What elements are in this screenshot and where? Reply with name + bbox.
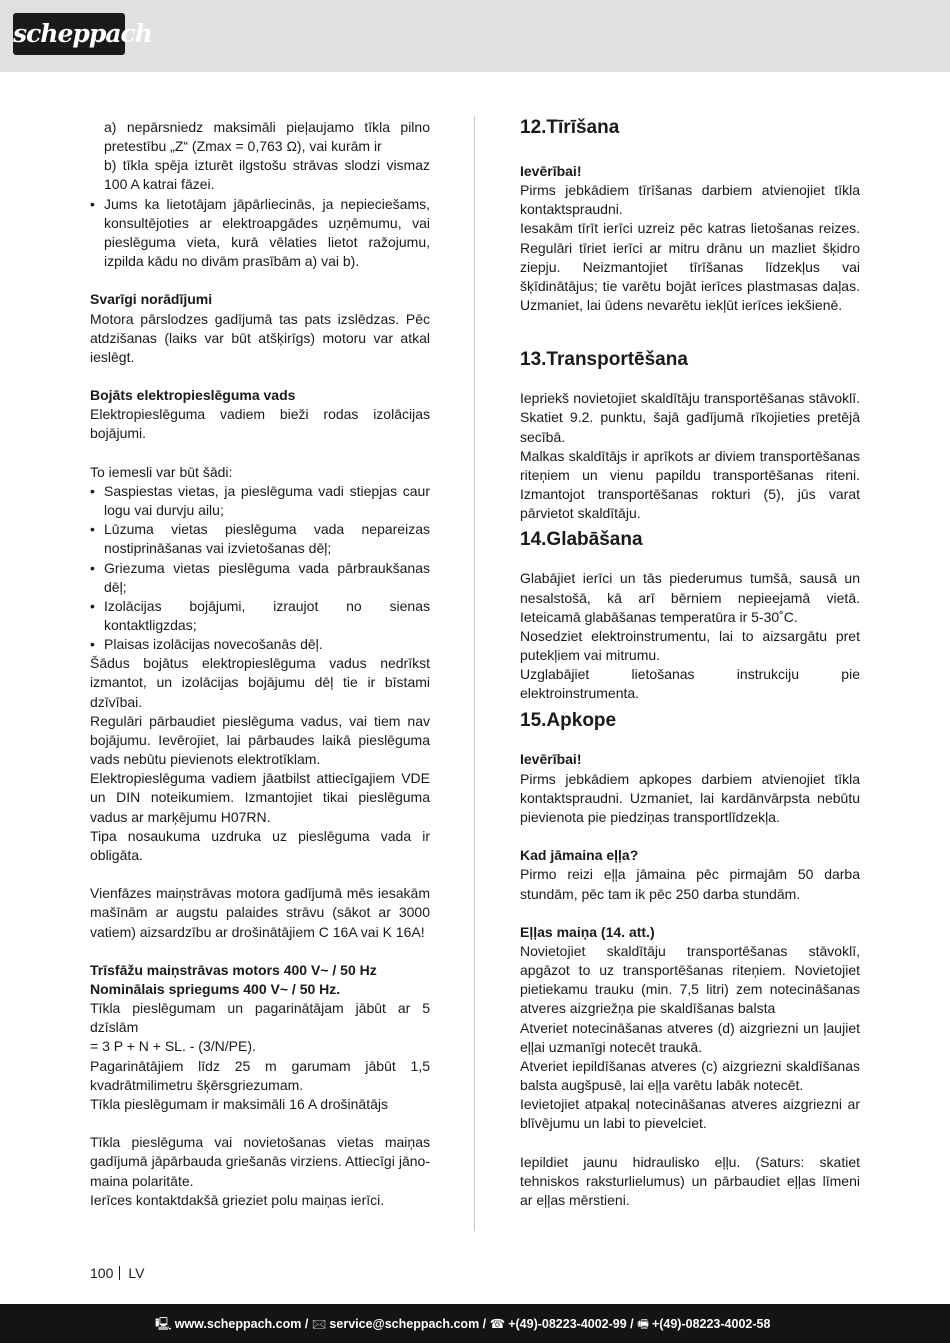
paragraph-oil-fill: Iepildiet jaunu hidraulisko eļļu. (Saturs: skatiet tehniskos raksturlielumus) un pārbaudiet eļļas līmeni ar eļļas mērstieni. <box>520 1153 860 1208</box>
column-divider <box>474 116 475 1231</box>
list-item: • Izolācijas bojājumi, izraujot no sienas kontaktligzdas; <box>90 597 430 635</box>
paragraph-type-label: Tipa nosaukuma uzdruka uz pieslēguma vada ir obligāta. <box>90 827 430 863</box>
heading-nominal-voltage: Nominālais spriegums 400 V~ / 50 Hz. <box>90 980 341 997</box>
paragraph-single-phase: Vienfāzes maiņstrāvas motora gadījumā mēs iesakām mašīnām ar augstu palaides strāvu (sākot ar 3000 vatiem) aizsardzību ar drošinātājiem C 16A vai K 16A! <box>90 885 430 940</box>
paragraph-oil-when: Pirmo reizi eļļa jāmaina pēc pirmajām 50 darba stundām, pēc tam ik pēc 250 darba stundām. <box>520 866 860 902</box>
footer-email: service@scheppach.com / <box>329 1317 487 1331</box>
paragraph-rotation: Tīkla pieslēguma vai novietošanas vietas maiņas gadījumā jāpārbauda griešanās virziens. Attiecīgi jānomaina polaritāte. <box>90 1134 430 1189</box>
list-item: • Lūzuma vietas pieslēguma vada nepareizas nostiprināšanas vai izvietošanas dēļ; <box>90 520 430 558</box>
list-item: • Griezuma vietas pieslēguma vada pārbraukšanas dēļ; <box>90 559 430 597</box>
paragraph-insulation: Elektropieslēguma vadiem bieži rodas izolācijas bojājumi. <box>90 406 430 442</box>
paragraph-transport-position: Iepriekš novietojiet skaldītāju transportēšanas stāvoklī. Skatiet 9.2. punktu, šajā gadījumā rīkojieties pretējā secībā. <box>520 390 860 445</box>
phone-icon: ☎ <box>489 1317 506 1331</box>
footer-website: www.scheppach.com / <box>174 1317 309 1331</box>
paragraph-extension: Pagarinātājiem līdz 25 m garumam jābūt 1,5 kvadrātmilimetru šķērsgriezumam. <box>90 1057 430 1093</box>
attention-label: Ievērībai! <box>520 751 582 768</box>
attention-label: Ievērībai! <box>520 163 582 179</box>
paragraph-pole-changer: Ierīces kontaktdakšā grieziet polu maiņas ierīci. <box>90 1191 385 1208</box>
footer-fax: +(49)-08223-4002-58 <box>651 1317 771 1331</box>
heading-three-phase: Trīsfāžu maiņstrāvas motors 400 V~ / 50 Hz <box>90 961 377 978</box>
paragraph-cleaning-unplug: Pirms jebkādiem tīrīšanas darbiem atvienojiet tīkla kontaktspraudni. <box>520 182 860 218</box>
list-item: • Saspiestas vietas, ja pieslēguma vadi stiepjas caur logu vai durvju ailu; <box>90 482 430 520</box>
computer-icon: 🖳 <box>155 1317 172 1331</box>
paragraph-oil-step4: Ievietojiet atpakaļ notecināšanas atveres aizgriezni ar blīvējumu un labi to pievelciet. <box>520 1096 860 1132</box>
heading-oil-change: Eļļas maiņa (14. att.) <box>520 923 655 940</box>
section-heading-transport: 13.Transportēšana <box>520 349 688 371</box>
paragraph-regular-check: Regulāri pārbaudiet pieslēguma vadus, vai tiem nav bojājumu. Ievērojiet, lai pārbaudes laikā pieslēguma vads nebūtu pievienots elektrotīklam. <box>90 712 430 768</box>
section-heading-cleaning: 12.Tīrīšana <box>520 117 620 138</box>
mail-icon: 🖂 <box>311 1317 327 1331</box>
paragraph-vde: Elektropieslēguma vadiem jāatbilst attiecīgajiem VDE un DIN noteikumiem. Izmantojiet tikai pieslēguma vadus ar marķējumu H07RN. <box>90 770 430 825</box>
paragraph-oil-step3: Atveriet iepildīšanas atveres (c) aizgriezni skaldīšanas balsta augšpusē, lai eļļa varētu labāk notecēt. <box>520 1057 860 1094</box>
paragraph-storage-place: Glabājiet ierīci un tās piederumus tumšā, sausā un nesalstošā, kā arī bērniem nepieejamā vietā. Ieteicamā glabāšanas temperatūra ir 5-30˚C. <box>520 570 860 625</box>
paragraph-overload: Motora pārslodzes gadījumā tas pats izslēdzas. Pēc atdzišanas (laiks var būt atšķirīgs) motoru var atkal ieslēgt. <box>90 310 430 365</box>
right-column <box>520 116 860 1210</box>
paragraph-fuse: Tīkla pieslēgumam ir maksimāli 16 A drošinātājs <box>90 1095 389 1112</box>
paragraph-oil-step1: Novietojiet skaldītāju transportēšanas stāvoklī, apgāzot to uz transportēšanas riteņiem. Novietojiet pietiekamu trauku (min. 7,5 litri) zem notecināšanas atveres aizgriežņa pie skaldīšanas balsta <box>520 942 860 1017</box>
section-heading-maintenance: 15.Apkope <box>520 710 617 732</box>
requirement-a: a) nepārsniedz maksimāli pieļaujamo tīkla pilno pretestību „Z“ (Zmax = 0,763 Ω), vai kurām ir <box>104 119 430 155</box>
paragraph-dangerous: Šādus bojātus elektropieslēguma vadus nedrīkst izmantot, un izolācijas bojājumu dēļ tie ir bīstami dzīvībai. <box>90 655 430 710</box>
paragraph-maintenance-unplug: Pirms jebkādiem apkopes darbiem atvienojiet tīkla kontaktspraudni. Uzmaniet, lai kardānvārpsta nebūtu pievienota pie piedziņas transportlīdzekļa. <box>520 770 860 825</box>
left-column <box>90 118 430 1210</box>
requirement-b: b) tīkla spēja izturēt ilgstošu strāvas slodzi vismaz 100 A katrai fāzei. <box>104 157 430 193</box>
paragraph-storage-cover: Nosedziet elektroinstrumentu, lai to aizsargātu pret putekļiem vai mitrumu. <box>520 627 860 663</box>
heading-important-notes: Svarīgi norādījumi <box>90 291 213 308</box>
footer-phone: +(49)-08223-4002-99 / <box>508 1317 634 1331</box>
section-heading-storage: 14.Glabāšana <box>520 529 643 551</box>
fax-icon: 🖷 <box>637 1317 649 1331</box>
paragraph-mains-cores: Tīkla pieslēgumam un pagarinātājam jābūt ar 5 dzīslām <box>90 1000 430 1036</box>
heading-damaged-cable: Bojāts elektropieslēguma vads <box>90 387 296 404</box>
paragraph-cleaning: Iesakām tīrīt ierīci uzreiz pēc katras lietošanas reizes. Regulāri tīriet ierīci ar mitru drānu un mazliet šķidro ziepju. Neizmantojiet tīrīšanas līdzekļus vai šķīdinātājus; tie varētu bojāt ierīces plastmasas daļas. Uzmaniet, lai ūdens nevarētu iekļūt ierīces iekšienē. <box>520 220 860 314</box>
brand-logo: scheppach <box>13 13 125 55</box>
page-footer <box>0 1304 950 1343</box>
page-header <box>0 0 950 72</box>
list-item: • Plaisas izolācijas novecošanās dēļ. <box>90 635 430 654</box>
paragraph-storage-manual: Uzglabājiet lietošanas instrukciju pie elektroinstrumenta. <box>520 666 860 702</box>
paragraph-oil-step2: Atveriet notecināšanas atveres (d) aizgriezni un ļaujiet eļļai uzmanīgi notecēt traukā. <box>520 1019 860 1055</box>
paragraph-reasons-intro: To iemesli var būt šādi: <box>90 463 233 480</box>
paragraph-formula: = 3 P + N + SL. - (3/N/PE). <box>90 1038 256 1055</box>
bullet-user-check: • Jums ka lietotājam jāpārliecinās, ja nepieciešams, konsultējoties ar elektroapgādes uzņēmumu, vai pieslēguma vieta, kurā vēlaties lietot ražojumu, izpilda kādu no divām prasībām a) vai b). <box>90 195 430 272</box>
page-number: 100 LV <box>90 1265 145 1281</box>
paragraph-transport-wheels: Malkas skaldītājs ir aprīkots ar diviem transportēšanas riteņiem un vienu papildu transportēšanas riteni. Izmantojot transportēšanas rokturi (5), jūs varat pārvietot skaldītāju. <box>520 447 860 522</box>
heading-oil-when: Kad jāmaina eļļa? <box>520 847 639 864</box>
